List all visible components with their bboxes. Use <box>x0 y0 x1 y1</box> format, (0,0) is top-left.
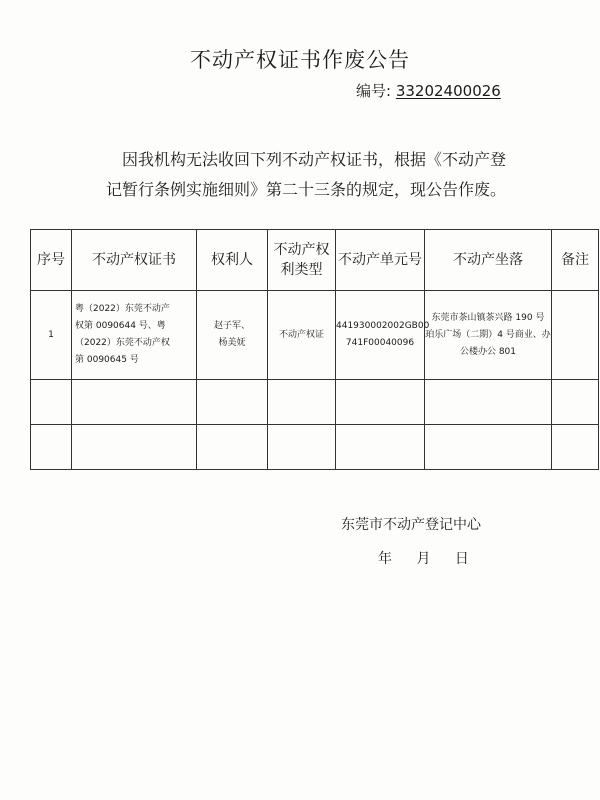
date-placeholder: 年 月 日 <box>378 551 469 567</box>
cell-unit <box>336 291 430 380</box>
location-line-3: 公楼办公 801 <box>459 346 517 357</box>
unit-line-2: 741F00040096 <box>345 338 415 348</box>
location-line-2: 珀乐广场（二期）4 号商业、办 <box>425 329 551 340</box>
table-row-empty <box>31 380 599 425</box>
body-line-2: 记暂行条例实施细则》第二十三条的规定，现公告作废。 <box>106 180 507 199</box>
header-location: 不动产坐落 <box>425 230 552 291</box>
header-unit: 不动产单元号 <box>336 230 425 291</box>
empty-cell <box>72 380 197 425</box>
cell-location <box>425 291 552 380</box>
serial-label: 编号: <box>356 82 392 100</box>
certificate-table <box>30 229 599 470</box>
empty-cell <box>336 380 425 425</box>
owner-line-1: 赵子军、 <box>213 321 250 331</box>
empty-cell <box>31 380 72 425</box>
empty-cell <box>197 425 268 470</box>
cert-line-3: （2022）东莞不动产权 <box>75 338 170 348</box>
announcement-body <box>106 145 506 205</box>
cert-line-1: 粤（2022）东莞不动产 <box>75 304 170 314</box>
empty-cell <box>425 425 552 470</box>
cell-owner <box>197 291 268 380</box>
header-seq: 序号 <box>31 230 72 291</box>
header-type-line-2: 利类型 <box>280 262 323 278</box>
empty-cell <box>268 380 336 425</box>
table-row <box>31 291 599 380</box>
unit-line-1: 441930002002GB00 <box>336 321 430 331</box>
empty-cell <box>552 425 599 470</box>
serial-number-line <box>356 80 501 101</box>
cell-remark <box>552 291 599 380</box>
header-type <box>268 230 336 291</box>
location-line-1: 东莞市茶山镇茶兴路 190 号 <box>431 312 545 323</box>
issuing-organization: 东莞市不动产登记中心 <box>341 517 481 533</box>
document-title: 不动产权证书作废公告 <box>190 48 410 72</box>
table-header-row <box>31 230 599 291</box>
empty-cell <box>268 425 336 470</box>
cert-line-4: 第 0090645 号 <box>75 355 139 365</box>
body-line-1: 因我机构无法收回下列不动产权证书，根据《不动产登 <box>122 150 507 169</box>
empty-cell <box>336 425 425 470</box>
empty-cell <box>31 425 72 470</box>
empty-cell <box>425 380 552 425</box>
cell-type: 不动产权证 <box>268 291 336 380</box>
header-owner: 权利人 <box>197 230 268 291</box>
table-row-empty <box>31 425 599 470</box>
header-cert: 不动产权证书 <box>72 230 197 291</box>
cell-seq: 1 <box>31 291 72 380</box>
empty-cell <box>72 425 197 470</box>
empty-cell <box>197 380 268 425</box>
header-type-line-1: 不动产权 <box>273 242 330 258</box>
serial-number: 33202400026 <box>395 82 501 100</box>
owner-line-2: 杨美妩 <box>218 338 246 348</box>
cert-line-2: 权第 0090644 号、粤 <box>75 321 166 331</box>
cell-cert <box>72 291 197 380</box>
header-remark: 备注 <box>552 230 599 291</box>
empty-cell <box>552 380 599 425</box>
